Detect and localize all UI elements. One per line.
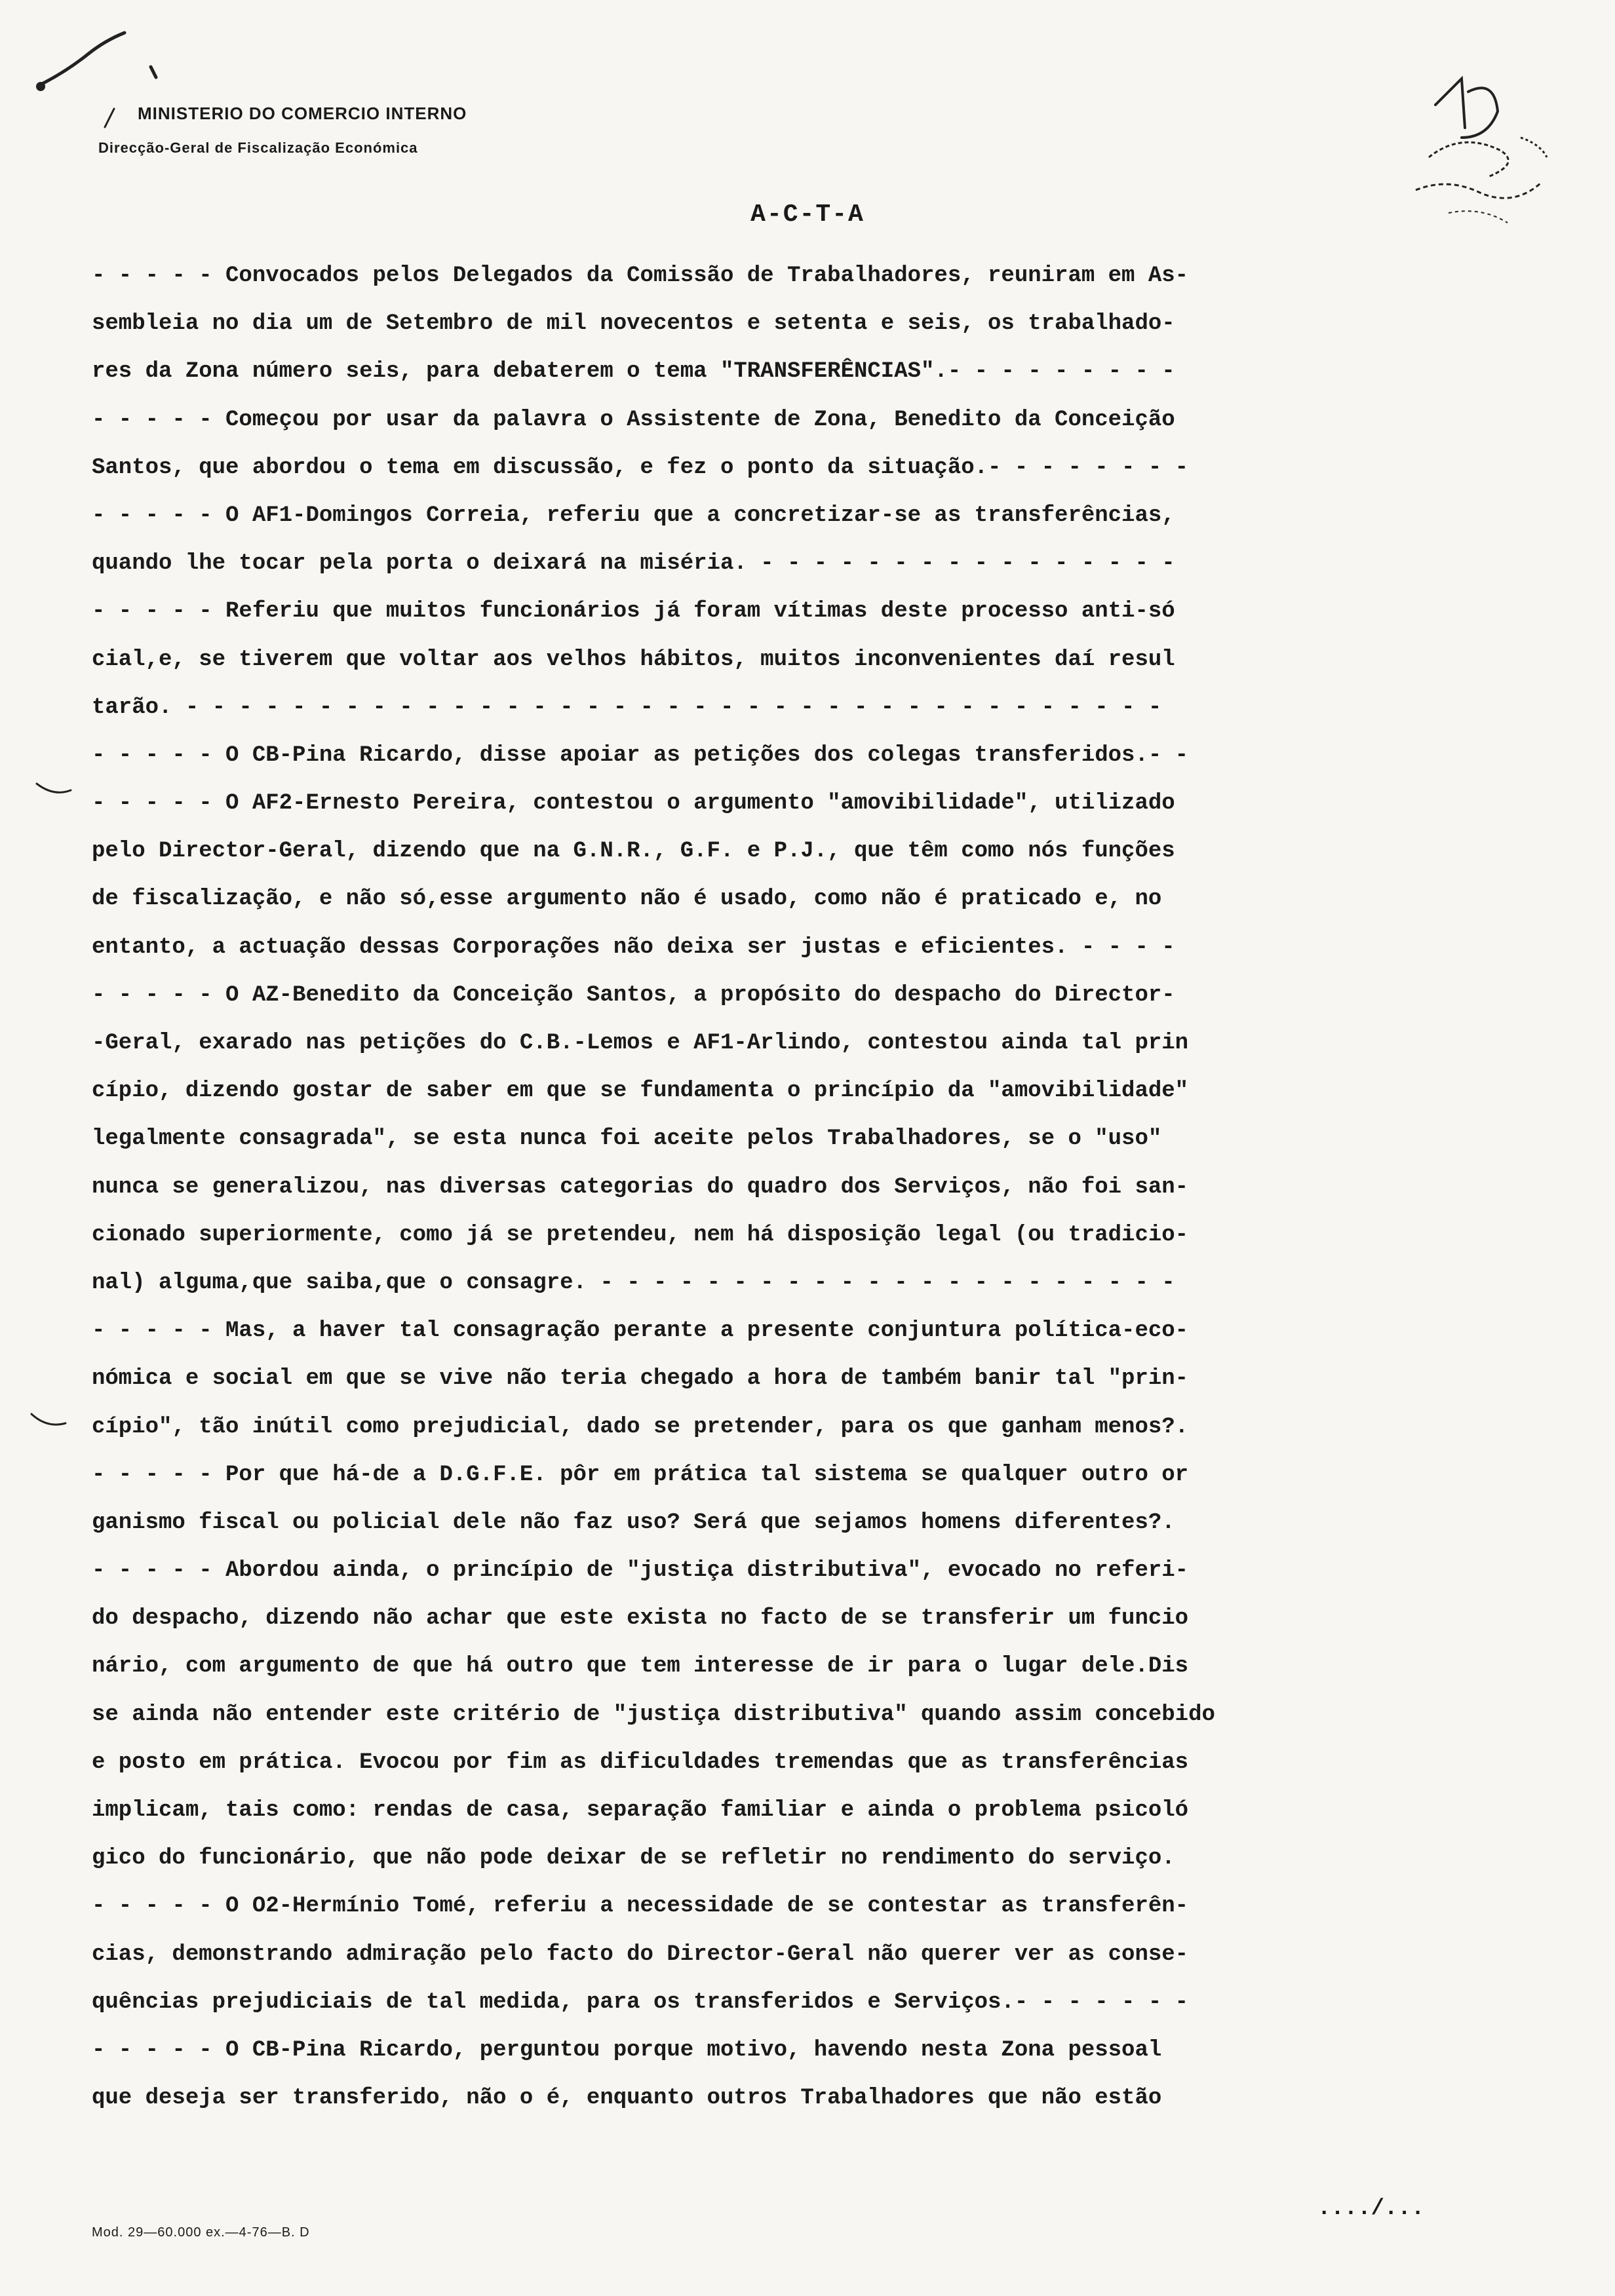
text-line: cias, demonstrando admiração pelo facto do Director-Geral não querer ver as conse-	[92, 1942, 1189, 1967]
form-footer: Mod. 29—60.000 ex.—4-76—B. D	[92, 2225, 310, 2240]
text-line: nal) alguma,que saiba,que o consagre. - - - - - - - - - - - - - - - - - - - - - -	[92, 1270, 1175, 1295]
text-line: quando lhe tocar pela porta o deixará na miséria. - - - - - - - - - - - - - - - -	[92, 551, 1175, 577]
ministry-name: MINISTERIO DO COMERCIO INTERNO	[138, 104, 467, 123]
continuation-mark: ..../...	[1317, 2196, 1425, 2221]
text-line: - - - - - Abordou ainda, o princípio de "justiça distributiva", evocado no referi-	[92, 1558, 1189, 1584]
text-line: - - - - - O AF2-Ernesto Pereira, contestou o argumento "amovibilidade", utilizado	[92, 791, 1175, 816]
text-line: - - - - - O AF1-Domingos Correia, referiu que a concretizar-se as transferências,	[92, 503, 1175, 528]
text-line: nário, com argumento de que há outro que tem interesse de ir para o lugar dele.Dis	[92, 1654, 1189, 1679]
text-line: sembleia no dia um de Setembro de mil novecentos e setenta e seis, os trabalhado-	[92, 311, 1175, 337]
margin-tick-mark	[34, 778, 73, 798]
pen-mark-top-left	[26, 13, 170, 111]
margin-tick-mark	[29, 1410, 68, 1430]
text-line: - - - - - O CB-Pina Ricardo, perguntou porque motivo, havendo nesta Zona pessoal	[92, 2037, 1162, 2063]
text-line: quências prejudiciais de tal medida, para os transferidos e Serviços.- - - - - - -	[92, 1989, 1189, 2015]
text-line: cionado superiormente, como já se pretendeu, nem há disposição legal (ou tradicio-	[92, 1222, 1189, 1248]
text-line: - - - - - Referiu que muitos funcionários já foram vítimas deste processo anti-só	[92, 599, 1175, 624]
text-line: nunca se generalizou, nas diversas categorias do quadro dos Serviços, não foi san-	[92, 1174, 1189, 1200]
text-line: -Geral, exarado nas petições do C.B.-Lemos e AF1-Arlindo, contestou ainda tal prin	[92, 1031, 1189, 1056]
text-line: cípio, dizendo gostar de saber em que se fundamenta o princípio da "amovibilidade"	[92, 1079, 1189, 1104]
text-line: implicam, tais como: rendas de casa, separação familiar e ainda o problema psicoló	[92, 1798, 1189, 1823]
text-line: - - - - - Por que há-de a D.G.F.E. pôr em prática tal sistema se qualquer outro or	[92, 1462, 1189, 1487]
text-line: nómica e social em que se vive não teria chegado a hora de também banir tal "prin-	[92, 1366, 1189, 1392]
text-line: - - - - - Mas, a haver tal consagração perante a presente conjuntura política-eco-	[92, 1318, 1189, 1344]
text-line: tarão. - - - - - - - - - - - - - - - - - - - - - - - - - - - - - - - - - - - - -	[92, 695, 1162, 720]
text-line: de fiscalização, e não só,esse argumento não é usado, como não é praticado e, no	[92, 887, 1162, 912]
minutes-body	[92, 252, 1534, 2122]
text-line: pelo Director-Geral, dizendo que na G.N.R., G.F. e P.J., que têm como nós funções	[92, 839, 1175, 864]
text-line: ganismo fiscal ou policial dele não faz uso? Será que sejamos homens diferentes?.	[92, 1510, 1175, 1535]
text-line: - - - - - O O2-Hermínio Tomé, referiu a necessidade de se contestar as transferên-	[92, 1894, 1189, 1919]
text-line: gico do funcionário, que não pode deixar de se refletir no rendimento do serviço.	[92, 1846, 1175, 1871]
text-line: que deseja ser transferido, não o é, enquanto outros Trabalhadores que não estão	[92, 2086, 1162, 2111]
direction-name: Direcção-Geral de Fiscalização Económica	[98, 140, 418, 156]
document-title: A-C-T-A	[750, 201, 865, 229]
text-line: - - - - - Começou por usar da palavra o Assistente de Zona, Benedito da Conceição	[92, 407, 1175, 432]
text-line: se ainda não entender este critério de "justiça distributiva" quando assim concebido	[92, 1702, 1215, 1727]
text-line: - - - - - O CB-Pina Ricardo, disse apoiar as petições dos colegas transferidos.- -	[92, 742, 1189, 768]
letterhead	[98, 104, 467, 157]
text-line: do despacho, dizendo não achar que este exista no facto de se transferir um funcio	[92, 1606, 1189, 1632]
text-line: - - - - - O AZ-Benedito da Conceição Santos, a propósito do despacho do Director-	[92, 982, 1175, 1008]
text-line: cial,e, se tiverem que voltar aos velhos hábitos, muitos inconvenientes daí resul	[92, 647, 1175, 672]
text-line: e posto em prática. Evocou por fim as dificuldades tremendas que as transferências	[92, 1750, 1189, 1775]
text-line: cípio", tão inútil como prejudicial, dado se pretender, para os que ganham menos?.	[92, 1414, 1189, 1440]
text-line: - - - - - Convocados pelos Delegados da Comissão de Trabalhadores, reuniram em As-	[92, 263, 1189, 288]
text-line: res da Zona número seis, para debaterem o tema "TRANSFERÊNCIAS".- - - - - - - - -	[92, 359, 1175, 385]
text-line: legalmente consagrada", se esta nunca foi aceite pelos Trabalhadores, se o "uso"	[92, 1126, 1162, 1152]
text-line: Santos, que abordou o tema em discussão, e fez o ponto da situação.- - - - - - - -	[92, 455, 1189, 480]
text-line: entanto, a actuação dessas Corporações não deixa ser justas e eficientes. - - - -	[92, 934, 1175, 960]
